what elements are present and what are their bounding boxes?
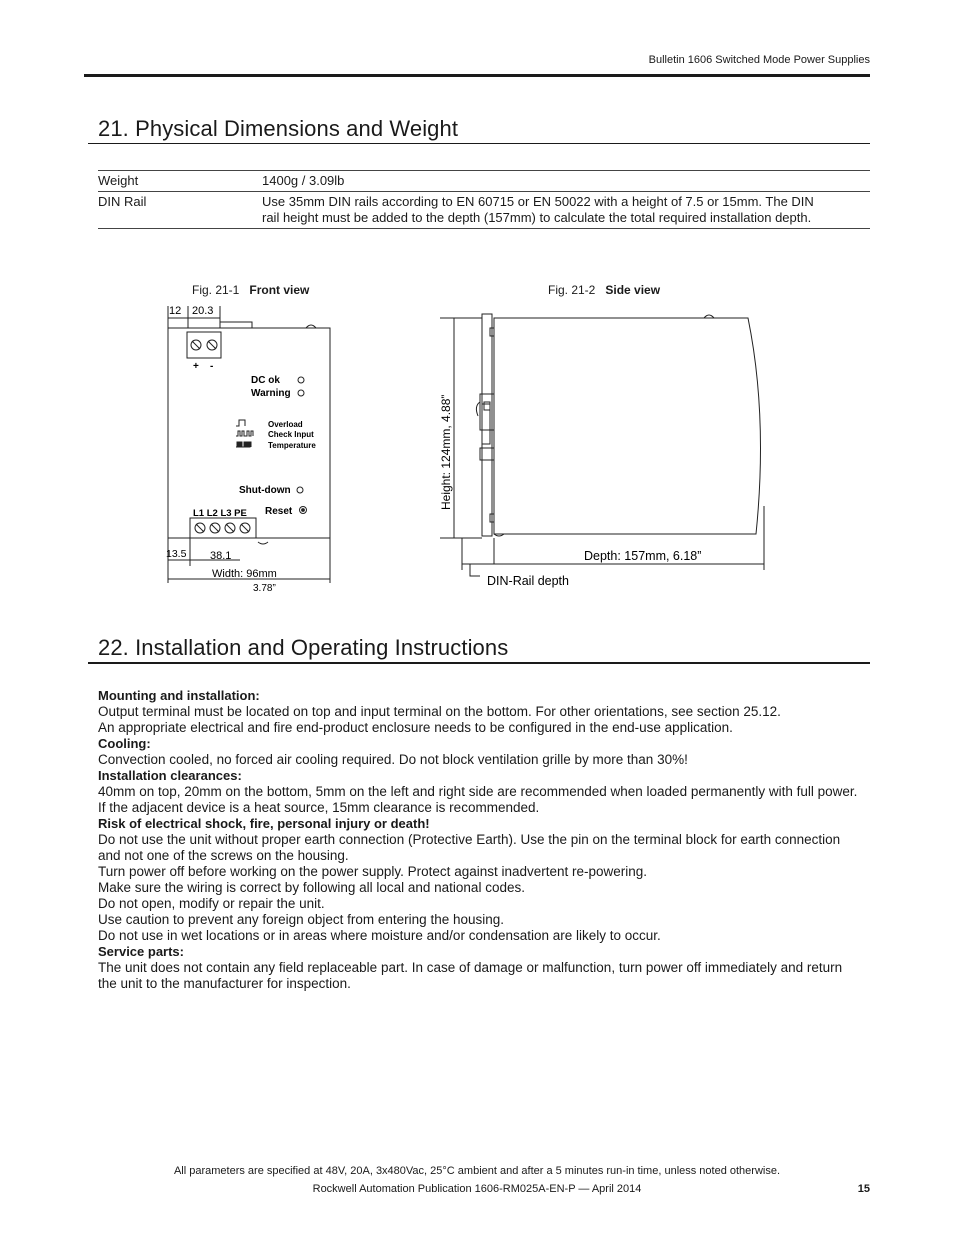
page-number: 15 xyxy=(857,1183,870,1195)
dc-ok-label: DC ok xyxy=(251,375,280,386)
paragraph: Do not open, modify or repair the unit. xyxy=(98,896,325,911)
dim-bottom-a: 13.5 xyxy=(166,548,187,560)
dim-bottom-b: 38.1 xyxy=(210,550,232,562)
paragraph: Make sure the wiring is correct by following all local and national codes. xyxy=(98,880,525,895)
depth-label: Depth: 157mm, 6.18” xyxy=(584,549,702,563)
height-label: Height: 124mm, 4.88” xyxy=(439,394,453,510)
bulletin-header: Bulletin 1606 Switched Mode Power Supplies xyxy=(648,54,870,66)
section-22-title: 22. Installation and Operating Instructions xyxy=(98,635,509,660)
front-view-diagram xyxy=(160,298,340,598)
fig-number: Fig. 21-1 xyxy=(192,283,240,297)
instruction-block-clearances xyxy=(98,768,858,816)
fig-title: Front view xyxy=(249,283,310,297)
din-rail-label: DIN-Rail depth xyxy=(487,574,569,588)
section-22-rule xyxy=(88,662,870,664)
fig-number: Fig. 21-2 xyxy=(548,283,596,297)
dim-top-b: 20.3 xyxy=(192,305,214,317)
plus-sign: + xyxy=(193,361,199,372)
paragraph: Use caution to prevent any foreign object from entering the housing. xyxy=(98,912,504,927)
fig-21-2-caption xyxy=(548,283,660,297)
paragraph: Convection cooled, no forced air cooling required. Do not block ventilation grille by more than 30%! xyxy=(98,752,688,767)
subheading: Mounting and installation: xyxy=(98,688,260,703)
shutdown-label: Shut-down xyxy=(239,485,291,496)
temperature-label: Temperature xyxy=(268,441,316,450)
paragraph: 40mm on top, 20mm on the bottom, 5mm on the left and right side are recommended when loaded permanently with full power. If the adjacent device is a heat source, 15mm clearance is recommended. xyxy=(98,784,858,815)
spec-label: Weight xyxy=(98,173,139,188)
warning-label: Warning xyxy=(251,388,291,399)
spec-table xyxy=(98,170,870,229)
subheading: Service parts: xyxy=(98,944,184,959)
footer-publication: Rockwell Automation Publication 1606-RM025A-EN-P — April 2014 xyxy=(312,1183,642,1195)
subheading: Cooling: xyxy=(98,736,151,751)
subheading: Risk of electrical shock, fire, personal injury or death! xyxy=(98,816,430,831)
check-input-label: Check Input xyxy=(268,430,314,439)
subheading: Installation clearances: xyxy=(98,768,242,783)
reset-label: Reset xyxy=(265,506,293,517)
paragraph: The unit does not contain any field replaceable part. In case of damage or malfunction, turn power off immediately and return the unit to the manufacturer for inspection. xyxy=(98,960,843,991)
paragraph: Turn power off before working on the power supply. Protect against inadvertent re-powering. xyxy=(98,864,648,879)
instruction-block-service xyxy=(98,944,858,992)
side-view-diagram xyxy=(432,306,776,598)
instruction-block-mounting xyxy=(98,688,858,736)
section-21-rule xyxy=(88,143,870,144)
instruction-block-risk xyxy=(98,816,858,944)
spec-value: 1400g / 3.09lb xyxy=(262,173,345,188)
fig-title: Side view xyxy=(605,283,661,297)
footer-note: All parameters are specified at 48V, 20A, 3x480Vac, 25°C ambient and after a 5 minutes run-in time, unless noted otherwise. xyxy=(173,1165,781,1177)
header-rule xyxy=(84,74,870,77)
section-21-title: 21. Physical Dimensions and Weight xyxy=(98,116,459,141)
spec-value: Use 35mm DIN rails according to EN 60715 or EN 50022 with a height of 7.5 or 15mm. The DIN rail height must be added to the depth (157mm) to calculate the total required installation depth. xyxy=(262,194,814,225)
instructions-body xyxy=(98,688,858,992)
overload-label: Overload xyxy=(268,420,303,429)
minus-sign: - xyxy=(210,361,214,372)
width-label: Width: 96mm xyxy=(212,568,277,580)
paragraph: Output terminal must be located on top and input terminal on the bottom. For other orientations, see section 25.12. xyxy=(98,704,781,719)
spec-row-weight xyxy=(98,170,870,191)
paragraph: An appropriate electrical and fire end-product enclosure needs to be configured in the end-use application. xyxy=(98,720,733,735)
width-inch-label: 3.78” xyxy=(253,583,276,594)
dim-top-a: 12 xyxy=(169,305,182,317)
input-terminal-label: L1 L2 L3 PE xyxy=(193,508,247,519)
paragraph: Do not use in wet locations or in areas where moisture and/or condensation are likely to occur. xyxy=(98,928,661,943)
instruction-block-cooling xyxy=(98,736,858,768)
spec-row-din-rail xyxy=(98,191,870,229)
spec-label: DIN Rail xyxy=(98,194,147,209)
fig-21-1-caption xyxy=(192,283,309,297)
paragraph: Do not use the unit without proper earth connection (Protective Earth). Use the pin on the terminal block for earth connection and not one of the screws on the housing. xyxy=(98,832,841,863)
